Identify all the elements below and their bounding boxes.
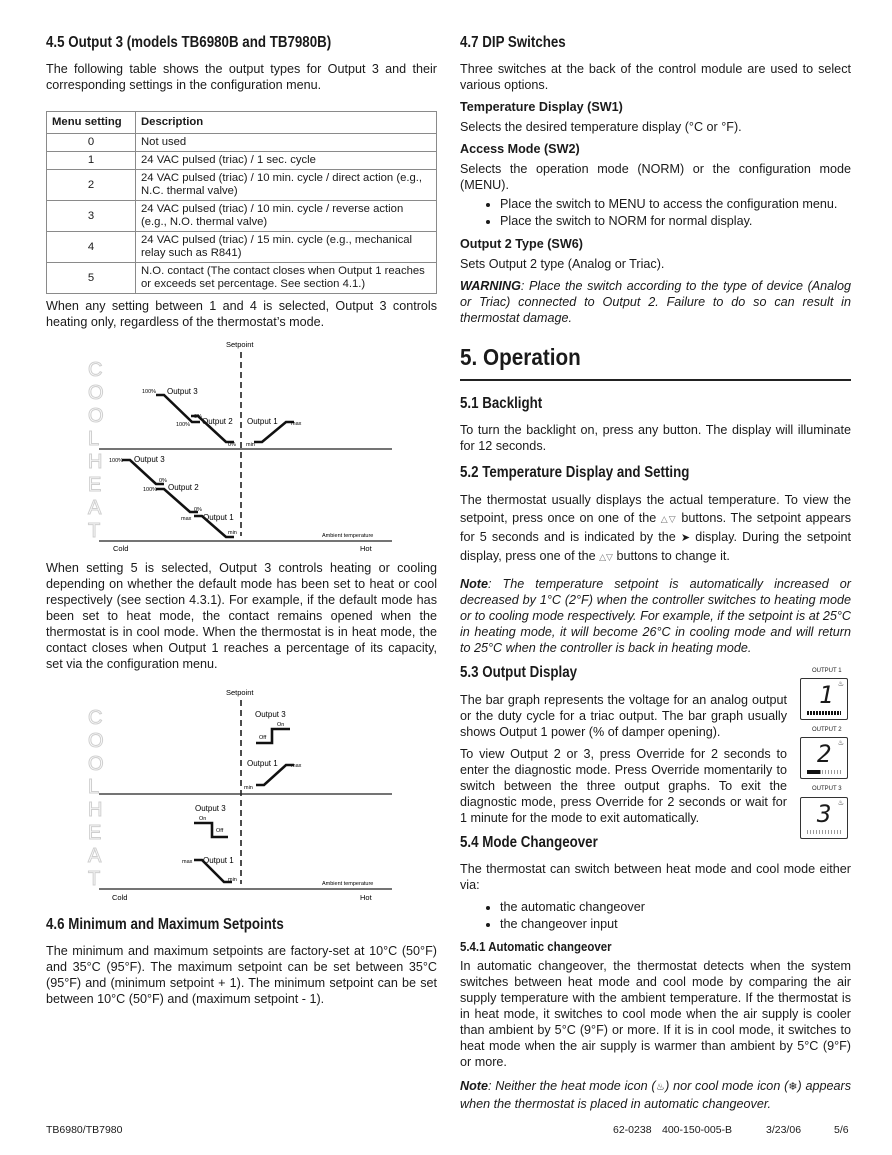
- cool-letter: O: [88, 753, 104, 775]
- max-label: max: [182, 859, 193, 865]
- text-span: display. During the setpoint display, press one of the: [460, 530, 852, 563]
- output3-label: Output 3: [255, 710, 286, 719]
- left-column: [46, 34, 437, 1013]
- text-span: ) appears when the thermostat is placed in automatic changeover.: [460, 1079, 851, 1111]
- pct-label: 100%: [143, 487, 158, 493]
- output3-label: Output 3: [195, 804, 226, 813]
- sw2-bullets: [460, 196, 851, 230]
- cool-letter: L: [88, 776, 100, 798]
- warning-label: WARNING: [460, 279, 521, 293]
- min-label: min: [244, 785, 253, 791]
- table-cell: 0: [47, 134, 136, 152]
- section-4-7-intro: Three switches at the back of the control module are used to select various options.: [460, 62, 851, 92]
- footer-date: 3/23/06: [766, 1124, 802, 1136]
- output1-label: Output 1: [247, 417, 278, 426]
- table-cell: N.O. contact (The contact closes when Output 1 reaches or exceeds set percentage. See section 4.1.): [136, 263, 437, 294]
- heat-letter: H: [88, 451, 103, 473]
- cold-label: Cold: [112, 893, 128, 902]
- text-span: buttons. The setpoint appears for 5 seconds and is indicated by the: [460, 511, 851, 544]
- flame-icon: ♨: [837, 681, 844, 688]
- section-4-5-setting5: When setting 5 is selected, Output 3 controls heating or cooling depending on whether the default mode has been set to heat or cool respectively (see section 4.3.1). For example, if the default mode has been set to heat mode, the contact remains opened when the thermostat is in cool mode. When the thermostat is in heat mode, the contact closes when Output 1 reaches a percentage of its capacity, set via the configuration menu.: [46, 561, 437, 671]
- bar-graph: [807, 711, 841, 715]
- note-label: Note: [460, 577, 488, 591]
- cool-letter: C: [88, 359, 103, 381]
- table-cell: 24 VAC pulsed (triac) / 10 min. cycle / direct action (e.g., N.C. thermal valve): [136, 170, 437, 201]
- cool-letter: O: [88, 405, 104, 427]
- output3-table: [46, 111, 437, 294]
- heat-letter: T: [88, 868, 101, 890]
- sw1-text: Selects the desired temperature display (°C or °F).: [460, 120, 742, 134]
- setpoint-label: Setpoint: [226, 688, 254, 697]
- warning-paragraph: [460, 278, 851, 326]
- section-5-2-title: 5.2 Temperature Display and Setting: [460, 464, 690, 481]
- table-cell: 3: [47, 201, 136, 232]
- table-cell: Not used: [136, 134, 437, 152]
- table-row: [47, 170, 437, 201]
- off-label: Off: [259, 735, 267, 741]
- output-diagram-2: [46, 684, 437, 908]
- list-item: • the changeover input: [500, 916, 851, 933]
- sw2-title: Access Mode (SW2): [460, 142, 580, 156]
- footer-page: 5/6: [834, 1124, 849, 1136]
- table-cell: 5: [47, 263, 136, 294]
- list-item: • Place the switch to NORM for normal display.: [500, 213, 851, 230]
- min-label: min: [246, 442, 255, 448]
- text-span: : Neither the heat mode icon (: [488, 1079, 656, 1093]
- min-label: min: [228, 530, 237, 536]
- section-5-3-p1: The bar graph represents the voltage for an analog output or the duty cycle for a triac output. The bar graph usually shows Output 1 power (% of damper opening).: [460, 693, 787, 739]
- table-row: [47, 232, 437, 263]
- table-cell: 1: [47, 152, 136, 170]
- section-5-3-title: 5.3 Output Display: [460, 664, 578, 681]
- section-5-2-text: [460, 491, 851, 566]
- sw6-title: Output 2 Type (SW6): [460, 237, 583, 251]
- text-span: buttons to change it.: [616, 549, 730, 563]
- lcd-output-2: [800, 737, 848, 779]
- section-5-3-p2: To view Output 2 or 3, press Override for 2 seconds to enter the diagnostic mode. Press Override momentarily to switch between the three output graphs. To exit the diagnostic mode, press Override for 2 seconds or wait for 1 minute for the mode to exit automatically.: [460, 747, 787, 825]
- section-5-4-title: 5.4 Mode Changeover: [460, 834, 598, 851]
- table-header-description: Description: [136, 112, 437, 134]
- section-4-5-title: 4.5 Output 3 (models TB6980B and TB7980B): [46, 34, 332, 51]
- section-5-1-title: 5.1 Backlight: [460, 395, 543, 412]
- table-header-row: [47, 112, 437, 134]
- min-label: min: [228, 877, 237, 883]
- ambient-label: Ambient temperature: [322, 881, 374, 887]
- chapter-5-title: [460, 344, 851, 381]
- pct-label: 100%: [176, 422, 191, 428]
- table-cell: 24 VAC pulsed (triac) / 10 min. cycle / reverse action (e.g., N.O. thermal valve): [136, 201, 437, 232]
- lcd-digit: 3: [817, 800, 832, 828]
- up-down-buttons-icon: △▽: [599, 552, 613, 562]
- lcd-label: OUTPUT 2: [812, 727, 842, 733]
- lcd-output-1: [800, 678, 848, 720]
- setpoint-arrow-icon: ➤: [680, 532, 691, 544]
- table-row: [47, 263, 437, 294]
- max-label: max: [181, 516, 192, 522]
- section-5-2-note: [460, 576, 851, 656]
- max-label: max: [291, 763, 302, 769]
- bar-graph: [807, 770, 841, 774]
- section-5-4-1-title: 5.4.1 Automatic changeover: [460, 939, 612, 954]
- lcd-label: OUTPUT 1: [812, 668, 842, 674]
- cool-letter: O: [88, 730, 104, 752]
- sw2-text: Selects the operation mode (NORM) or the configuration mode (MENU).: [460, 162, 851, 192]
- section-4-6-text: The minimum and maximum setpoints are factory-set at 10°C (50°F) and 35°C (95°F). The maximum setpoint can be set between 35°C (95°F) and (minimum setpoint + 1). The minimum setpoint can be set between 10°C (50°F) and (maximum setpoint - 1).: [46, 944, 437, 1006]
- section-5-1-text: To turn the backlight on, press any button. The display will illuminate for 12 seconds.: [460, 423, 851, 453]
- heat-letter: H: [88, 799, 103, 821]
- heat-letter: T: [88, 520, 101, 542]
- section-4-5-intro: The following table shows the output types for Output 3 and their corresponding settings in the configuration menu.: [46, 62, 437, 92]
- setpoint-label: Setpoint: [226, 340, 254, 349]
- section-4-5-after-table: When any setting between 1 and 4 is selected, Output 3 controls heating only, regardless of the thermostat’s mode.: [46, 299, 437, 329]
- pct-label: 0%: [194, 507, 202, 513]
- output3-label: Output 3: [134, 455, 165, 464]
- heat-letter: A: [88, 497, 102, 519]
- pct-label: 0%: [228, 442, 236, 448]
- list-item: • Place the switch to MENU to access the configuration menu.: [500, 196, 851, 213]
- warning-text: : Place the switch according to the type of device (Analog or Triac) connected to Output 2. Failure to do so can result in thermostat damage.: [460, 279, 851, 325]
- note-label: Note: [460, 1079, 488, 1093]
- footer-model: TB6980/TB7980: [46, 1124, 123, 1136]
- up-down-buttons-icon: △▽: [660, 514, 677, 524]
- chapter-5-title-text: 5. Operation: [460, 344, 581, 370]
- lcd-digit: 1: [819, 681, 834, 709]
- output1-label: Output 1: [247, 759, 278, 768]
- sw1-title: Temperature Display (SW1): [460, 100, 623, 114]
- cool-letter: O: [88, 382, 104, 404]
- output3-label: Output 3: [167, 387, 198, 396]
- output1-curve-cool: [256, 765, 294, 785]
- on-label: On: [277, 722, 285, 728]
- output2-label: Output 2: [202, 417, 233, 426]
- table-cell: 24 VAC pulsed (triac) / 1 sec. cycle: [136, 152, 437, 170]
- cold-label: Cold: [113, 544, 129, 553]
- section-5-4-1-text: In automatic changeover, the thermostat detects when the system switches between heat mode and cool mode by comparing the air supply temperature with the ambient temperature. If the thermostat is in heat mode, it switches to cool mode when the air supply is cooler than ambient by 5°C (9°F) or more. If it is in cool mode, it switches to heat mode when the air supply is warmer than ambient by 5°C (9°F) or more.: [460, 959, 851, 1069]
- footer-doc-number: 62-0238: [613, 1124, 652, 1136]
- list-item: • the automatic changeover: [500, 899, 851, 916]
- bar-graph: [807, 830, 841, 834]
- note-text: : The temperature setpoint is automatically increased or decreased by 1°C (2°F) when the controller switches to heating mode or to cooling mode respectively. For example, if the setpoint is at 25°C in heating mode, it will become 26°C in cooling mode and will return to 25°C when the controller is back in heating mode.: [460, 577, 851, 655]
- cool-mode-icon: ❄: [788, 1081, 798, 1093]
- text-span: The thermostat usually displays the actual temperature. To view the setpoint, press once on one of the: [460, 493, 851, 525]
- lcd-output-3: [800, 797, 848, 839]
- pct-label: 100%: [142, 389, 157, 395]
- section-4-6-title: 4.6 Minimum and Maximum Setpoints: [46, 916, 284, 933]
- pct-label: 0%: [194, 414, 202, 420]
- mode-letters: [88, 707, 104, 890]
- section-4-7-title: 4.7 DIP Switches: [460, 34, 566, 51]
- on-label: On: [199, 816, 207, 822]
- section-5-4-1-note: [460, 1078, 851, 1112]
- heat-letter: E: [88, 474, 102, 496]
- sw6-text: Sets Output 2 type (Analog or Triac).: [460, 257, 665, 271]
- section-5-4-text: The thermostat can switch between heat mode and cool mode either via:: [460, 862, 851, 892]
- hot-label: Hot: [360, 893, 372, 902]
- footer-part-number: 400-150-005-B: [662, 1124, 733, 1136]
- heat-letter: A: [88, 845, 102, 867]
- hot-label: Hot: [360, 544, 372, 553]
- cool-letter: L: [88, 428, 100, 450]
- cool-letters: [88, 359, 104, 542]
- changeover-list: [460, 899, 851, 933]
- max-label: max: [291, 421, 302, 427]
- lcd-digit: 2: [817, 740, 832, 768]
- right-column: [460, 34, 851, 1118]
- output2-label: Output 2: [168, 483, 199, 492]
- output-diagram-1: [46, 336, 437, 554]
- output1-label: Output 1: [203, 513, 234, 522]
- table-row: [47, 201, 437, 232]
- off-label: Off: [216, 828, 224, 834]
- pct-label: 100%: [109, 458, 124, 464]
- flame-icon: ♨: [837, 740, 844, 747]
- table-cell: 4: [47, 232, 136, 263]
- output2-curve-heat: [156, 489, 198, 512]
- table-row: [47, 152, 437, 170]
- table-row: [47, 134, 437, 152]
- pct-label: 0%: [159, 478, 167, 484]
- heat-mode-icon: ♨: [655, 1082, 666, 1093]
- flame-icon: ♨: [837, 800, 844, 807]
- table-cell: 2: [47, 170, 136, 201]
- text-span: ) nor cool mode icon (: [665, 1079, 789, 1093]
- table-cell: 24 VAC pulsed (triac) / 15 min. cycle (e.g., mechanical relay such as R841): [136, 232, 437, 263]
- cool-letter: C: [88, 707, 103, 729]
- lcd-label: OUTPUT 3: [812, 786, 842, 792]
- output1-label: Output 1: [203, 856, 234, 865]
- table-header-menu-setting: Menu setting: [47, 112, 136, 134]
- heat-letter: E: [88, 822, 102, 844]
- ambient-label: Ambient temperature: [322, 533, 374, 539]
